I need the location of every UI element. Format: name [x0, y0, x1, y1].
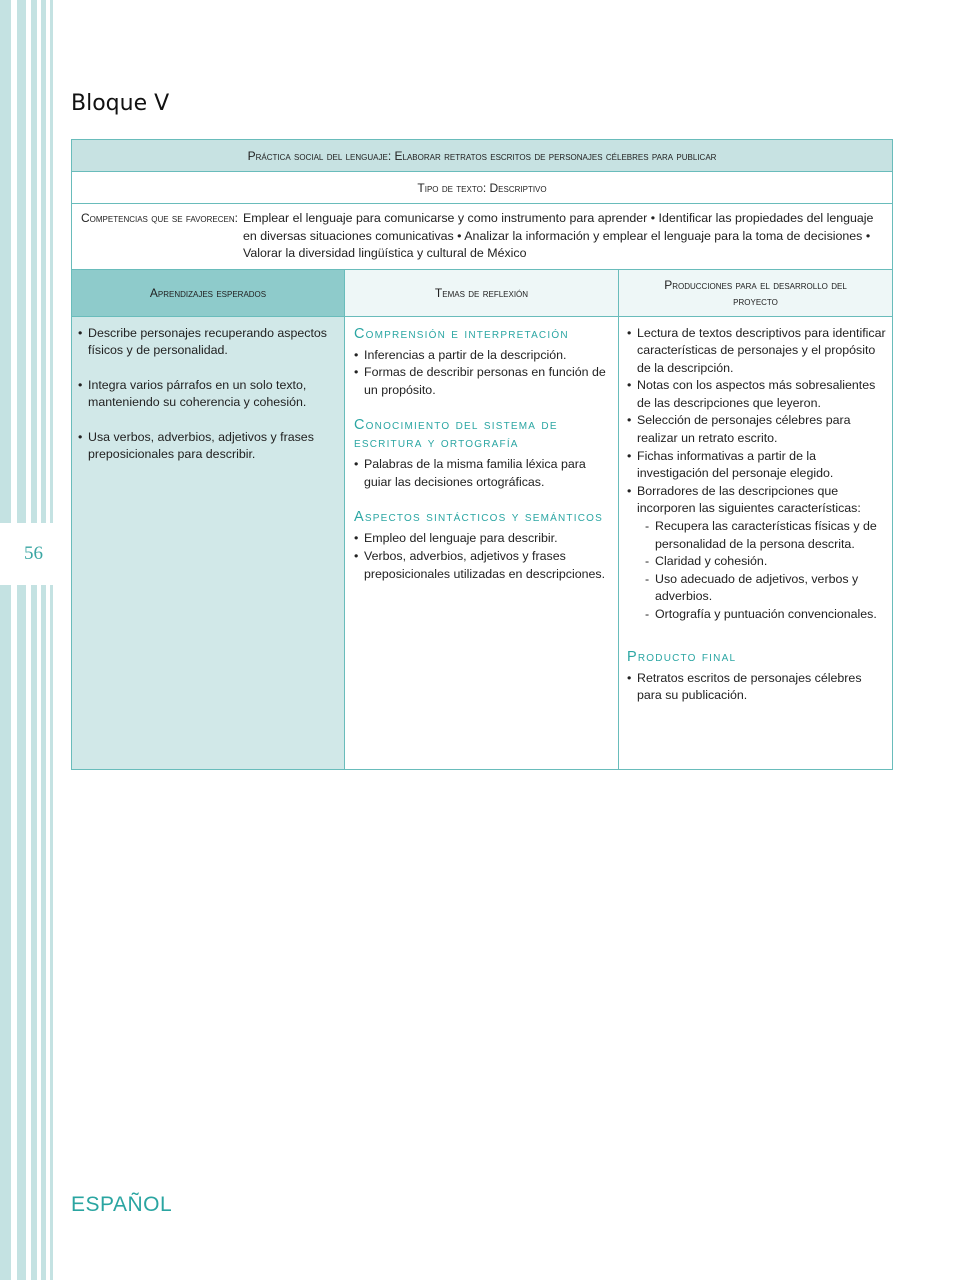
topic-section: [354, 325, 612, 400]
list-item: • Describe personajes recuperando aspectos físicos y de personalidad.: [78, 325, 340, 360]
margin-stripe: [41, 0, 46, 1280]
sub-list-item: - Claridad y cohesión.: [645, 553, 886, 571]
section-title: Aspectos sintácticos y semánticos: [354, 509, 603, 526]
aprendizajes-column: [72, 316, 345, 769]
competencies-label: Competencias que se favorecen:: [81, 211, 238, 225]
block-title: Bloque V: [71, 91, 170, 116]
list-item: • Inferencias a partir de la descripción.: [354, 347, 612, 365]
list-item: • Formas de describir personas en función de un propósito.: [354, 364, 612, 399]
topic-section: [354, 416, 612, 491]
list-item: • Verbos, adverbios, adjetivos y frases preposicionales utilizadas en descripciones.: [354, 548, 612, 583]
margin-stripe: [50, 0, 53, 1280]
margin-stripe: [0, 0, 11, 1280]
margin-stripe: [17, 0, 26, 1280]
sub-list-item: - Recupera las características físicas y de personalidad de la persona descrita.: [645, 518, 886, 553]
list-item: [627, 483, 886, 624]
temas-column: [345, 316, 619, 769]
list-item-text: Borradores de las descripciones que incorporen las siguientes características:: [637, 483, 861, 516]
column-header-aprendizajes: Aprendizajes esperados: [72, 269, 345, 316]
list-item: • Lectura de textos descriptivos para identificar características de personajes y el propósito de la descripción.: [627, 325, 886, 378]
column-header-temas: Temas de reflexión: [345, 269, 619, 316]
list-item: • Integra varios párrafos en un solo texto, manteniendo su coherencia y cohesión.: [78, 377, 340, 412]
list-item: • Empleo del lenguaje para describir.: [354, 530, 612, 548]
sub-list-item: - Uso adecuado de adjetivos, verbos y adverbios.: [645, 571, 886, 606]
list-item: • Notas con los aspectos más sobresalientes de las descripciones que leyeron.: [627, 377, 886, 412]
producciones-column: [619, 316, 893, 769]
list-item: • Fichas informativas a partir de la investigación del personaje elegido.: [627, 448, 886, 483]
list-item: • Retratos escritos de personajes célebres para su publicación.: [627, 670, 886, 705]
section-title: Comprensión e interpretación: [354, 325, 569, 342]
sub-list-item: - Ortografía y puntuación convencionales.: [645, 606, 886, 624]
text-type-header: Tipo de texto: Descriptivo: [72, 172, 893, 204]
competencies-text: Emplear el lenguaje para comunicarse y como instrumento para aprender • Identificar las propiedades del lenguaje en diversas situaciones comunicativas • Analizar la información y emplear el lenguaje para la toma de decisiones • Valorar la diversidad lingüística y cultural de México: [243, 211, 874, 260]
page-number: 56: [24, 543, 43, 564]
margin-stripe: [31, 0, 37, 1280]
program-table: [71, 139, 893, 770]
list-item: • Palabras de la misma familia léxica para guiar las decisiones ortográficas.: [354, 456, 612, 491]
list-item: • Usa verbos, adverbios, adjetivos y frases preposicionales para describir.: [78, 429, 340, 464]
column-header-producciones: Producciones para el desarrollo del proyecto: [619, 269, 893, 316]
list-item: • Selección de personajes célebres para realizar un retrato escrito.: [627, 412, 886, 447]
section-title: Producto final: [627, 648, 737, 665]
social-practice-header: Práctica social del lenguaje: Elaborar retratos escritos de personajes célebres para publicar: [72, 140, 893, 172]
topic-section: [354, 508, 612, 583]
section-title: Conocimiento del sistema de escritura y ortografía: [354, 417, 558, 452]
subject-footer: ESPAÑOL: [71, 1193, 173, 1216]
competencies-row: [72, 204, 893, 270]
